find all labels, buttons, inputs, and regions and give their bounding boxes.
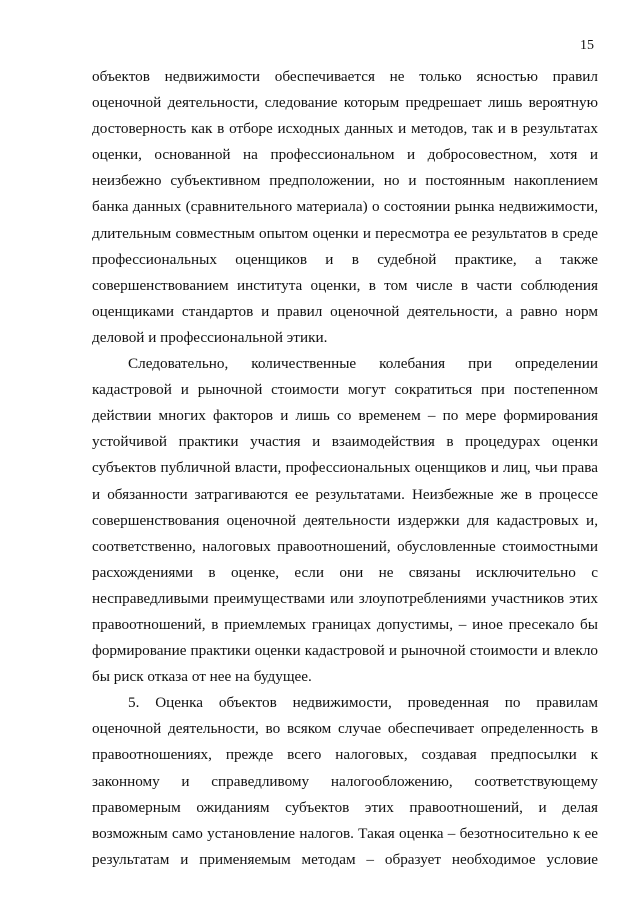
text-line: оценочной деятельности, следование которым предрешает лишь вероятную: [92, 94, 598, 112]
text-line: бы риск отказа от нее на будущее.: [92, 668, 312, 686]
text-line: и обязанности затрагиваются ее результатами. Неизбежные же в процессе: [92, 485, 598, 503]
text-line: действии многих факторов и лишь со временем – по мере формирования: [92, 407, 598, 425]
text-line: соответственно, налоговых правоотношений, обусловленные стоимостными: [92, 537, 598, 555]
text-line: 5. Оценка объектов недвижимости, проведенная по правилам: [128, 694, 598, 712]
text-line: правоотношениях, прежде всего налоговых, создавая предпосылки к: [92, 746, 598, 764]
text-line: совершенствованием института оценки, в том числе в части соблюдения: [92, 276, 598, 294]
text-line: длительным совместным опытом оценки и пересмотра ее результатов в среде: [92, 224, 598, 242]
text-line: банка данных (сравнительного материала) о состоянии рынка недвижимости,: [92, 198, 598, 216]
text-line: оценочной деятельности, во всяком случае обеспечивает определенность в: [92, 720, 598, 738]
document-body: [92, 64, 598, 873]
text-line: деловой и профессиональной этики.: [92, 328, 328, 346]
text-line: расхождениями в оценке, если они не связаны исключительно с: [92, 563, 598, 581]
text-line: совершенствования оценочной деятельности издержки для кадастровых и,: [92, 511, 598, 529]
page-number: 15: [580, 38, 594, 53]
text-line: правомерным ожиданиям субъектов этих правоотношений, и делая: [92, 798, 598, 816]
text-line: профессиональных оценщиков и в судебной практике, а также: [92, 250, 598, 268]
text-line: субъектов публичной власти, профессиональных оценщиков и лиц, чьи права: [92, 459, 598, 477]
text-line: достоверность как в отборе исходных данных и методов, так и в результатах: [92, 120, 598, 138]
text-line: законному и справедливому налогообложению, соответствующему: [92, 772, 598, 790]
text-line: результатам и применяемым методам – образует необходимое условие: [92, 850, 598, 868]
text-line: оценки, основанной на профессиональном и добросовестном, хотя и: [92, 146, 598, 164]
text-line: возможным само установление налогов. Такая оценка – безотносительно к ее: [92, 824, 598, 842]
text-line: кадастровой и рыночной стоимости могут сократиться при постепенном: [92, 381, 598, 399]
text-line: неизбежно субъективном предположении, но и постоянным накоплением: [92, 172, 598, 190]
text-line: объектов недвижимости обеспечивается не только ясностью правил: [92, 68, 598, 85]
text-line: правоотношений, в приемлемых границах допустимы, – иное пресекало бы: [92, 615, 598, 633]
text-line: оценщиками стандартов и правил оценочной деятельности, а равно норм: [92, 302, 598, 320]
text-line: Следовательно, количественные колебания при определении: [128, 355, 598, 373]
text-line: несправедливыми преимуществами или злоупотреблениями участников этих: [92, 589, 598, 607]
text-line: устойчивой практики участия и взаимодействия в процедурах оценки: [92, 433, 598, 451]
text-line: формирование практики оценки кадастровой и рыночной стоимости и влекло: [92, 642, 598, 660]
